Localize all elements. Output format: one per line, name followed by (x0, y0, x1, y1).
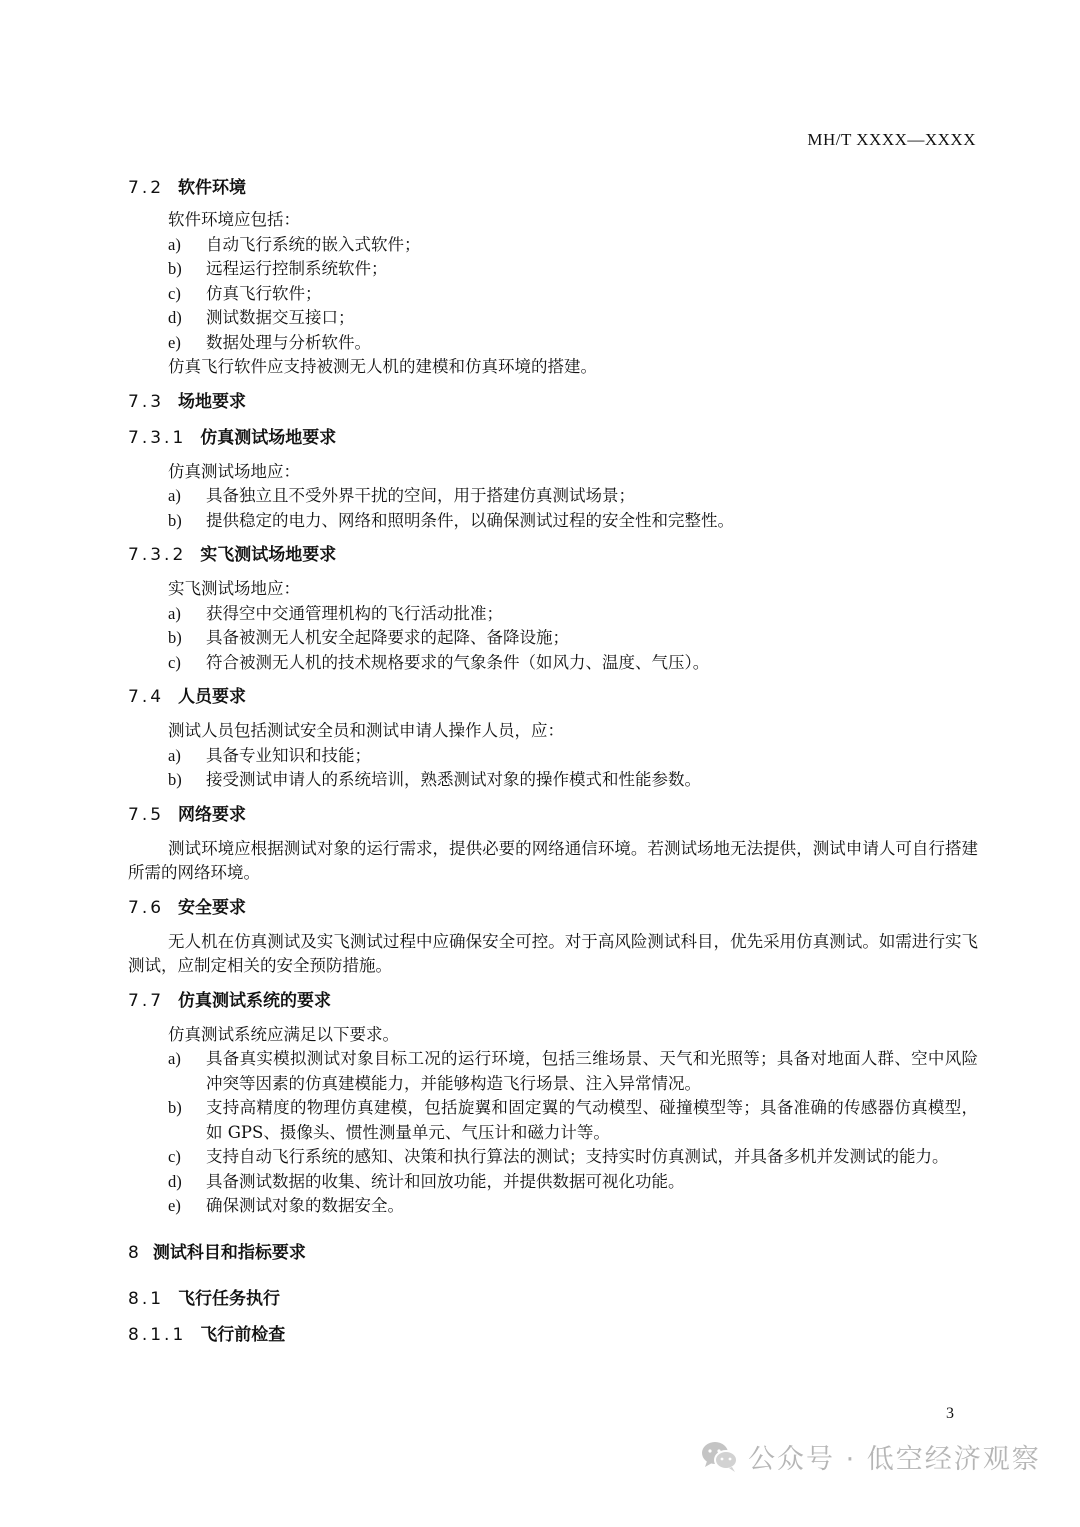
list-marker: a) (168, 745, 181, 765)
list-text: 测试数据交互接口； (206, 308, 355, 327)
list-marker: c) (168, 283, 181, 303)
list-marker: b) (168, 510, 182, 530)
paragraph: 软件环境应包括： (168, 210, 300, 229)
list-item (128, 1047, 978, 1096)
section-number: 8 (128, 1242, 139, 1263)
section-number: 7.3.2 (128, 545, 187, 565)
section-7-2-heading (128, 176, 978, 200)
list-item (128, 484, 978, 509)
section-title: 实飞测试场地要求 (200, 545, 337, 565)
wechat-icon (700, 1440, 740, 1474)
watermark-text: 公众号 · 低空经济观察 (748, 1444, 1041, 1475)
section-number: 8.1 (128, 1288, 165, 1309)
paragraph: 测试人员包括测试安全员和测试申请人操作人员，应： (168, 721, 564, 740)
list-marker: b) (168, 628, 182, 647)
document-body (128, 176, 978, 1347)
list-text: 具备独立且不受外界干扰的空间，用于搭建仿真测试场景； (206, 486, 635, 505)
list-marker: b) (168, 259, 182, 278)
list-text: 符合被测无人机的技术规格要求的气象条件（如风力、温度、气压）。 (206, 652, 710, 672)
list-item (128, 1096, 978, 1145)
list-item (128, 233, 978, 258)
paragraph: 仿真测试系统应满足以下要求。 (168, 1024, 399, 1044)
section-7-6-heading (128, 896, 978, 920)
list-item (128, 282, 978, 307)
watermark (700, 1437, 1041, 1476)
list-text: 接受测试申请人的系统培训，熟悉测试对象的操作模式和性能参数。 (206, 770, 701, 789)
section-number: 7.5 (128, 804, 165, 825)
section-number: 8.1.1 (128, 1324, 187, 1345)
section-title: 测试科目和指标要求 (152, 1242, 306, 1263)
list-item (128, 1145, 978, 1170)
list-text: 自动飞行系统的嵌入式软件； (206, 234, 421, 254)
list-text: 获得空中交通管理机构的飞行活动批准； (206, 603, 503, 623)
doc-code: MH/T XXXX—XXXX (807, 130, 976, 149)
list-marker: b) (168, 770, 182, 789)
section-number: 7.3.1 (128, 427, 187, 448)
section-8-heading (128, 1241, 978, 1265)
list-item (128, 602, 978, 627)
paragraph: 实飞测试场地应： (168, 579, 300, 598)
list-marker: d) (168, 1171, 182, 1191)
section-7-3-heading (128, 390, 978, 414)
list-item (128, 306, 978, 331)
section-title: 飞行任务执行 (178, 1288, 281, 1309)
section-number: 7.6 (128, 897, 165, 918)
section-title: 软件环境 (178, 178, 247, 198)
section-number: 7.2 (128, 178, 165, 198)
list-marker: a) (168, 486, 181, 505)
list-marker: e) (168, 332, 181, 352)
list-marker: c) (168, 652, 181, 672)
section-title: 人员要求 (178, 687, 247, 707)
list-item (128, 1194, 978, 1219)
section-title: 飞行前检查 (200, 1324, 286, 1345)
list-text: 具备被测无人机安全起降要求的起降、备降设施； (206, 628, 569, 647)
list-text: 远程运行控制系统软件； (206, 259, 388, 278)
list-text: 确保测试对象的数据安全。 (206, 1196, 404, 1215)
list-text: 数据处理与分析软件。 (206, 332, 371, 352)
list-marker: e) (168, 1196, 181, 1215)
list-item (128, 651, 978, 676)
section-number: 7.3 (128, 391, 165, 412)
paragraph: 仿真测试场地应： (168, 461, 300, 481)
list-marker: d) (168, 308, 182, 327)
section-8-1-1-heading (128, 1323, 978, 1347)
section-title: 网络要求 (178, 804, 247, 825)
section-title: 场地要求 (178, 391, 247, 412)
paragraph: 仿真飞行软件应支持被测无人机的建模和仿真环境的搭建。 (168, 357, 597, 376)
list-text: 支持高精度的物理仿真建模，包括旋翼和固定翼的气动模型、碰撞模型等；具备准确的传感器仿真模型，如 GPS、摄像头、惯性测量单元、气压计和磁力计等。 (206, 1098, 978, 1142)
page-number: 3 (946, 1405, 954, 1422)
section-title: 仿真测试系统的要求 (178, 990, 332, 1011)
paragraph: 测试环境应根据测试对象的运行需求，提供必要的网络通信环境。若测试场地无法提供，测试申请人可自行搭建所需的网络环境。 (128, 838, 978, 882)
list-text: 提供稳定的电力、网络和照明条件，以确保测试过程的安全性和完整性。 (206, 510, 734, 530)
section-8-1-heading (128, 1287, 978, 1311)
section-number: 7.4 (128, 687, 165, 707)
section-7-4-heading (128, 685, 978, 709)
section-7-3-1-heading (128, 426, 978, 450)
list-text: 具备专业知识和技能； (206, 745, 371, 765)
section-title: 安全要求 (178, 897, 247, 918)
section-7-3-2-heading (128, 543, 978, 567)
list-item (128, 744, 978, 769)
section-7-5-heading (128, 803, 978, 827)
list-text: 仿真飞行软件； (206, 283, 322, 303)
list-marker: a) (168, 603, 181, 623)
list-text: 支持自动飞行系统的感知、决策和执行算法的测试；支持实时仿真测试，并具备多机并发测试的能力。 (206, 1147, 949, 1166)
list-item (128, 257, 978, 282)
list-item (128, 331, 978, 356)
section-7-7-heading (128, 989, 978, 1013)
list-item (128, 768, 978, 793)
paragraph: 无人机在仿真测试及实飞测试过程中应确保安全可控。对于高风险测试科目，优先采用仿真测试。如需进行实飞测试，应制定相关的安全预防措施。 (128, 931, 978, 975)
list-item (128, 509, 978, 534)
list-marker: a) (168, 234, 181, 254)
section-title: 仿真测试场地要求 (200, 427, 337, 448)
list-marker: b) (168, 1098, 182, 1117)
list-text: 具备真实模拟测试对象目标工况的运行环境，包括三维场景、天气和光照等；具备对地面人群、空中风险冲突等因素的仿真建模能力，并能够构造飞行场景、注入异常情况。 (206, 1049, 978, 1093)
section-number: 7.7 (128, 990, 165, 1011)
list-marker: c) (168, 1147, 181, 1166)
list-item (128, 1170, 978, 1195)
list-text: 具备测试数据的收集、统计和回放功能，并提供数据可视化功能。 (206, 1171, 685, 1191)
list-marker: a) (168, 1049, 181, 1068)
list-item (128, 626, 978, 651)
